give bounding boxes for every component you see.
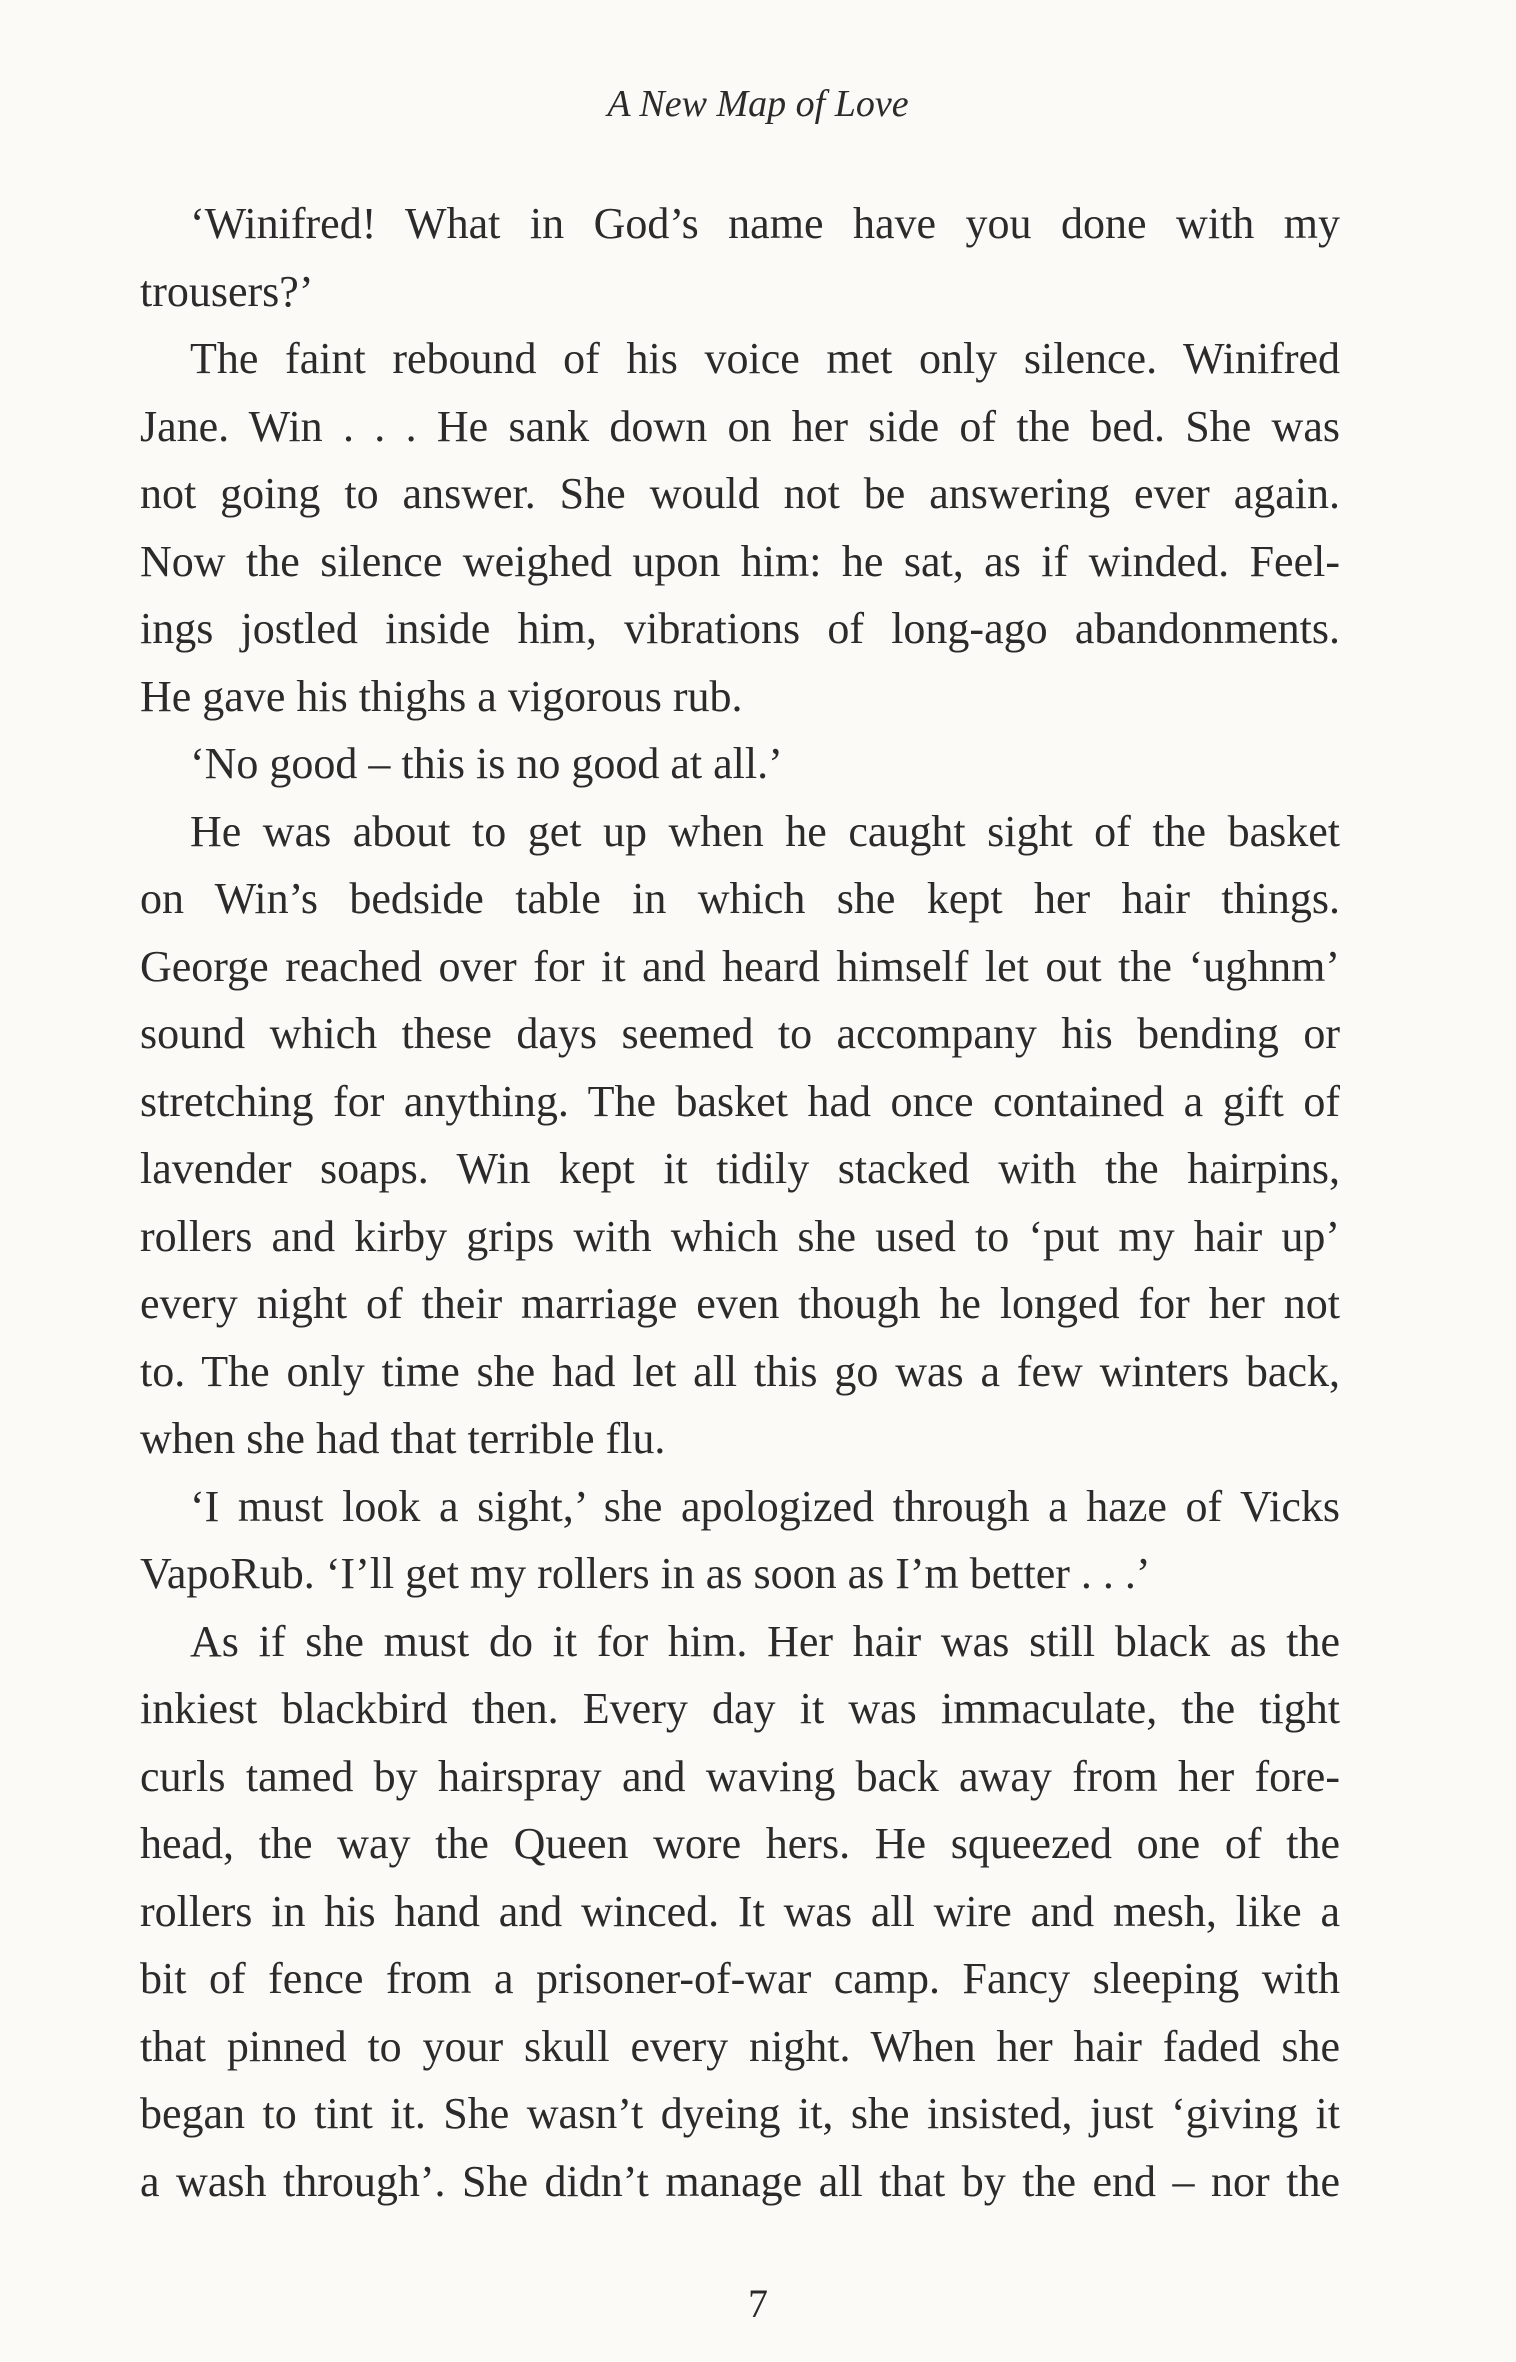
text-line: head, the way the Queen wore hers. He squeezed one of the <box>140 1819 1340 1868</box>
text-line: to. The only time she had let all this go was a few winters back, <box>140 1346 1340 1396</box>
text-line: rollers in his hand and winced. It was all wire and mesh, like a <box>140 1886 1340 1936</box>
text-line: ‘Winifred! What in God’s name have you done with my <box>190 199 1340 248</box>
text-line: inkiest blackbird then. Every day it was immaculate, the tight <box>140 1684 1340 1733</box>
text-line: a wash through’. She didn’t manage all that by the end – nor the <box>140 2156 1340 2206</box>
text-line: stretching for anything. The basket had once contained a gift of <box>140 1076 1340 1126</box>
text-line: when she had that terrible flu. <box>140 1414 666 1463</box>
page-number: 7 <box>748 2281 768 2326</box>
text-line: bit of fence from a prisoner-of-war camp. Fancy sleeping with <box>140 1954 1340 2003</box>
text-line: ings jostled inside him, vibrations of long-ago abandonments. <box>140 604 1340 653</box>
text-line: ‘I must look a sight,’ she apologized through a haze of Vicks <box>190 1481 1340 1531</box>
text-line: He was about to get up when he caught sight of the basket <box>190 806 1340 856</box>
text-line: He gave his thighs a vigorous rub. <box>140 671 743 721</box>
text-line: As if she must do it for him. Her hair was still black as the <box>190 1616 1340 1666</box>
text-line: rollers and kirby grips with which she used to ‘put my hair up’ <box>140 1211 1340 1261</box>
text-line: every night of their marriage even though he longed for her not <box>140 1279 1340 1328</box>
text-line: on Win’s bedside table in which she kept her hair things. <box>140 874 1340 923</box>
text-line: The faint rebound of his voice met only silence. Winifred <box>190 334 1340 383</box>
running-head: A New Map of Love <box>607 83 909 125</box>
text-line: sound which these days seemed to accompany his bending or <box>140 1009 1340 1058</box>
text-line: trousers?’ <box>140 266 314 316</box>
body-text <box>140 190 1340 2215</box>
text-line: Jane. Win . . . He sank down on her side of the bed. She was <box>140 401 1340 451</box>
text-line: ‘No good – this is no good at all.’ <box>190 739 783 788</box>
text-line: George reached over for it and heard himself let out the ‘ughnm’ <box>140 941 1340 991</box>
text-line: VapoRub. ‘I’ll get my rollers in as soon as I’m better . . .’ <box>140 1549 1151 1598</box>
text-line: began to tint it. She wasn’t dyeing it, she insisted, just ‘giving it <box>140 2089 1340 2138</box>
text-line: curls tamed by hairspray and waving back away from her fore- <box>140 1751 1340 1801</box>
text-line: not going to answer. She would not be answering ever again. <box>140 469 1340 518</box>
text-line: lavender soaps. Win kept it tidily stacked with the hairpins, <box>140 1144 1340 1193</box>
text-line: that pinned to your skull every night. When her hair faded she <box>140 2021 1340 2071</box>
text-line: Now the silence weighed upon him: he sat, as if winded. Feel- <box>140 536 1340 586</box>
